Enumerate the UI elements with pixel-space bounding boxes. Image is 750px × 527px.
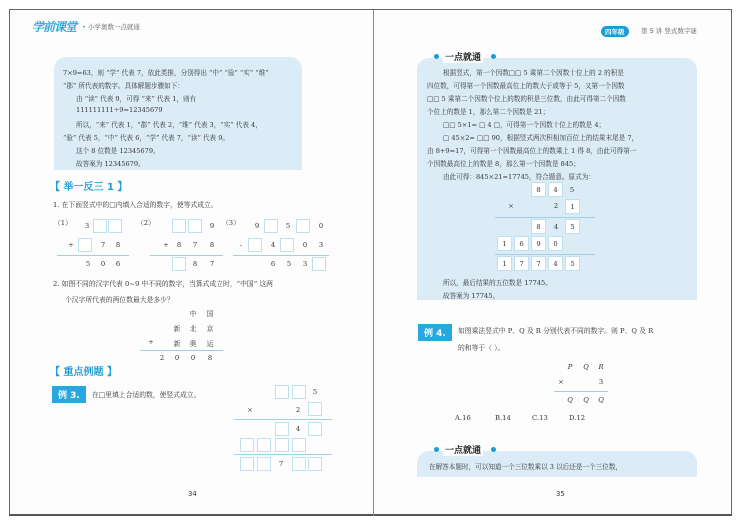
digit: 4 (553, 223, 559, 231)
digit-cell: 4 (548, 182, 563, 197)
example-4-line: 的和等于（ ）。 (458, 344, 505, 352)
answer-box[interactable] (312, 257, 326, 271)
digit-cell: 7 (514, 256, 529, 271)
tips-line: 由 8+9=17，可得第一个因数最高位上的数乘上 1 得 8，由此可得第一 (427, 147, 637, 155)
answer-box[interactable] (308, 457, 322, 471)
product-line (554, 391, 608, 392)
digit-cell: 4 (548, 256, 563, 271)
digit: 4 (295, 425, 301, 433)
operator: + (163, 241, 169, 249)
digit-cell: 9 (531, 236, 546, 251)
digit: 3 (318, 241, 324, 249)
digit: 2 (295, 406, 301, 414)
tips-line: □ 45×2= □□ 90，根据竖式两次积相加百位上的结果末尾是 7， (443, 134, 639, 142)
digit: 2 (553, 202, 559, 210)
digit: 5 (312, 388, 318, 396)
answer-box[interactable] (308, 422, 322, 436)
example-3-text: 在□里填上合适的数，使竖式成立。 (92, 391, 201, 399)
option-a[interactable]: A.16 (455, 414, 471, 422)
answer-box[interactable] (240, 457, 254, 471)
key-example-title: 【 重点例题 】 (50, 367, 117, 378)
digit: 5 (85, 260, 91, 268)
tips-title: 一点就通 (443, 50, 483, 63)
product-line (495, 254, 595, 255)
answer-box[interactable] (108, 219, 122, 233)
sum-line (57, 255, 129, 256)
hanzi-digit: 国 (206, 310, 214, 318)
tips-box (417, 58, 697, 300)
answer-box[interactable] (93, 219, 107, 233)
letter-digit: R (598, 363, 604, 371)
tips-line: □□ 5×1= □ 4 □，可得第一个因数十位上的数是 4； (443, 121, 606, 129)
hanzi-digit: 奥 (189, 340, 197, 348)
answer-box[interactable] (264, 219, 278, 233)
question-2-line: 个汉字所代表的两位数最大是多少？ (65, 296, 174, 304)
digit: 9 (209, 222, 215, 230)
letter-digit: Q (583, 363, 589, 371)
digit: 8 (115, 241, 121, 249)
digit-cell: 1 (497, 256, 512, 271)
answer-box[interactable] (257, 457, 271, 471)
solution-line: 所以，“来” 代表 1，“郡” 代表 2，“维” 代表 3，“实” 代表 4， (76, 121, 262, 129)
solution-line: 由 “读” 代表 9，可得 “来” 代表 1，则有 (76, 95, 197, 103)
digit: 8 (207, 354, 213, 362)
solution-line: 故答案为 12345679。 (76, 160, 145, 168)
tips-line: 个因数最高位上的数是 8，那么第一个因数是 845； (427, 160, 580, 168)
digit: 5 (285, 222, 291, 230)
answer-box[interactable] (275, 385, 289, 399)
option-c[interactable]: C.13 (532, 414, 548, 422)
product-line (234, 454, 332, 455)
operator: × (558, 378, 564, 386)
page-number: 35 (556, 490, 565, 498)
problem-label: （3） (222, 219, 240, 227)
digit-cell: 5 (565, 256, 580, 271)
sum-line (150, 255, 223, 256)
solution-line: 7×9=63，则 “学” 代表 7，依此类推，分别得出 “中” “验” “实” “维” (63, 69, 269, 77)
digit: 0 (302, 241, 308, 249)
solution-line: 这个 8 位数是 12345679。 (76, 147, 160, 155)
page-divider (373, 10, 374, 516)
bullet-dot-icon (491, 447, 496, 452)
product-line (234, 419, 332, 420)
answer-box[interactable] (292, 457, 306, 471)
digit-cell: 1 (497, 236, 512, 251)
digit-cell: 6 (514, 236, 529, 251)
solution-line: “验” 代表 5，“中” 代表 6，“学” 代表 7，“读” 代表 9。 (63, 134, 230, 142)
answer-box[interactable] (240, 438, 254, 452)
answer-box[interactable] (308, 402, 322, 416)
digit: 0 (100, 260, 106, 268)
digit: 8 (192, 260, 198, 268)
digit: 7 (278, 460, 284, 468)
digit: 5 (286, 260, 292, 268)
example-4-line: 如图乘法竖式中 P、Q 及 R 分别代表不同的数字。则 P、Q 及 R (458, 327, 654, 335)
digit: 0 (174, 354, 180, 362)
digit: 7 (209, 260, 215, 268)
hanzi-digit: 京 (206, 325, 214, 333)
hanzi-digit: 运 (206, 340, 214, 348)
digit: 3 (84, 222, 90, 230)
logo: 学前课堂 (32, 20, 77, 34)
hanzi-digit: 新 (173, 340, 181, 348)
answer-box[interactable] (296, 219, 310, 233)
tips-title-2: 一点就通 (443, 443, 483, 456)
letter-digit: Q (583, 396, 589, 404)
question-1-text: 1. 在下面竖式中的□内填入合适的数字，使等式成立。 (53, 201, 218, 209)
series-title: • 小学奥数一点就通 (82, 22, 140, 31)
hanzi-digit: 中 (189, 310, 197, 318)
letter-digit: Q (567, 396, 573, 404)
digit: 8 (176, 241, 182, 249)
answer-box[interactable] (78, 238, 92, 252)
operator: + (68, 241, 74, 249)
answer-box[interactable] (172, 219, 186, 233)
digit: 2 (159, 354, 165, 362)
practice-title: 【 举一反三 1 】 (50, 182, 128, 193)
operator: - (239, 241, 243, 249)
digit-cell: 8 (531, 182, 546, 197)
solution-line: 111111111÷9=12345679 (76, 106, 163, 114)
sum-line (140, 350, 223, 351)
bullet-dot-icon (491, 54, 496, 59)
hanzi-digit: 新 (173, 325, 181, 333)
solution-line: “郡” 所代表的数字。具体解题步骤如下： (63, 82, 184, 90)
digit-cell: 5 (565, 219, 580, 234)
digit: 3 (302, 260, 308, 268)
operator: + (148, 338, 154, 346)
digit: 3 (598, 378, 604, 386)
answer-box[interactable] (275, 422, 289, 436)
page-number: 34 (188, 490, 197, 498)
digit: 7 (192, 241, 198, 249)
product-line (495, 217, 595, 218)
digit: 6 (115, 260, 121, 268)
answer-box[interactable] (275, 438, 289, 452)
tips-line: 由此可得：845×21=17745，符合题意。原式为： (443, 173, 595, 181)
digit-cell: 0 (548, 236, 563, 251)
answer-box[interactable] (172, 257, 186, 271)
chapter-title: 第 5 讲 竖式数字谜 (641, 27, 697, 35)
example-4-badge: 例 4. (418, 324, 452, 341)
question-2-line: 2. 如图不同的汉字代表 0~9 中不同的数字，当算式成立时，“中国” 这两 (53, 280, 273, 288)
tips-line: 所以，最后结果的五位数是 17745。 (443, 279, 552, 287)
tips-line: 故答案为 17745。 (443, 292, 500, 300)
operator: × (508, 202, 514, 210)
problem-label: （2） (137, 219, 155, 227)
answer-box[interactable] (257, 438, 271, 452)
bullet-dot-icon (434, 447, 439, 452)
solution-box (54, 57, 302, 170)
answer-box[interactable] (292, 385, 306, 399)
hanzi-digit: 北 (189, 325, 197, 333)
problem-label: （1） (54, 219, 72, 227)
tips-line: 四位数，可得第一个因数最高位上的数大于或等于 5，又第一个因数 (427, 82, 625, 90)
tips-line: □□ 5 乘第二个因数个位上的数的积是三位数，由此可得第二个因数 (427, 95, 626, 103)
tips-line: 根据竖式，第一个因数□□ 5 乘第二个因数十位上的 2 的积是 (443, 69, 624, 77)
example-3-badge: 例 3. (52, 386, 86, 403)
digit-cell: 8 (531, 219, 546, 234)
letter-digit: Q (598, 396, 604, 404)
answer-box[interactable] (248, 238, 262, 252)
digit: 0 (318, 222, 324, 230)
digit: 8 (209, 241, 215, 249)
digit: 9 (254, 222, 260, 230)
tips-line: 在解答本题时，可以知道一个三位数乘以 3 以后还是一个三位数， (429, 463, 623, 471)
digit: 5 (569, 186, 575, 194)
operator: × (247, 406, 253, 414)
digit-cell: 1 (565, 199, 580, 214)
grade-badge: 四年级 (601, 26, 629, 37)
answer-box[interactable] (292, 438, 306, 452)
digit: 4 (270, 241, 276, 249)
digit: 7 (100, 241, 106, 249)
digit: 0 (190, 354, 196, 362)
option-d[interactable]: D.12 (569, 414, 586, 422)
digit: 6 (270, 260, 276, 268)
answer-box[interactable] (280, 238, 294, 252)
sum-line (233, 255, 329, 256)
letter-digit: P (567, 363, 573, 371)
bullet-dot-icon (434, 54, 439, 59)
digit-cell: 7 (531, 256, 546, 271)
tips-line: 个位上的数是 1，那么第二个因数是 21； (427, 108, 550, 116)
answer-box[interactable] (188, 219, 202, 233)
option-b[interactable]: B.14 (495, 414, 511, 422)
